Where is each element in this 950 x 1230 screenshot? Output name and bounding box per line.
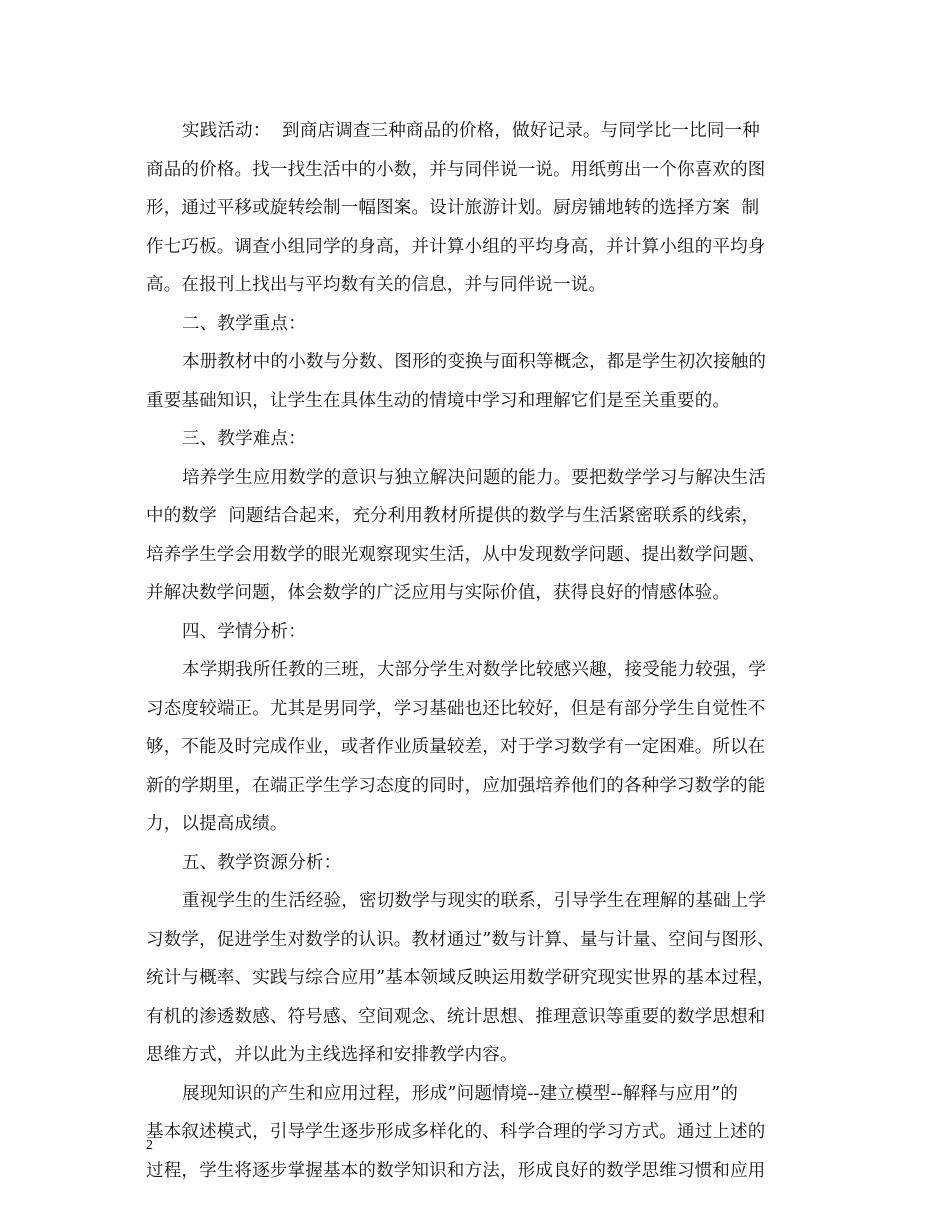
paragraph-knowledge-process-line-1: 展现知识的产生和应用过程，形成”问题情境--建立模型--解释与应用”的 bbox=[182, 1083, 739, 1104]
paragraph-student-analysis-line-2: 习态度较端正。尤其是男同学，学习基础也还比较好，但是有部分学生自觉性不 bbox=[146, 698, 766, 719]
paragraph-teaching-focus-line-2: 重要基础知识，让学生在具体生动的情境中学习和理解它们是至关重要的。 bbox=[146, 390, 731, 411]
paragraph-teaching-difficulties-line-1: 培养学生应用数学的意识与独立解决问题的能力。要把数学学习与解决生活 bbox=[182, 467, 767, 488]
paragraph-student-analysis-line-5: 力，以提高成绩。 bbox=[146, 814, 288, 834]
paragraph-resource-analysis-line-1: 重视学生的生活经验，密切数学与现实的联系，引导学生在理解的基础上学 bbox=[182, 891, 767, 911]
heading-teaching-difficulties: 三、教学难点： bbox=[182, 429, 306, 449]
paragraph-student-analysis-line-4: 新的学期里，在端正学生学习态度的同时，应加强培养他们的各种学习数学的能 bbox=[146, 775, 766, 796]
paragraph-knowledge-process-line-3: 过程，学生将逐步掌握基本的数学知识和方法，形成良好的数学思维习惯和应用 bbox=[146, 1160, 766, 1181]
heading-teaching-focus: 二、教学重点： bbox=[182, 313, 306, 334]
heading-resource-analysis: 五、教学资源分析： bbox=[182, 852, 342, 873]
paragraph-practice-activities-line-3: 形，通过平移或旋转绘制一幅图案。设计旅游计划。厨房铺地转的选择方案 制 bbox=[146, 198, 760, 218]
paragraph-practice-activities-line-2: 商品的价格。找一找生活中的小数，并与同伴说一说。用纸剪出一个你喜欢的图 bbox=[146, 159, 766, 180]
paragraph-resource-analysis-line-4: 有机的渗透数感、符号感、空间观念、统计思想、推理意识等重要的数学思想和 bbox=[146, 1006, 766, 1027]
paragraph-resource-analysis-line-3: 统计与概率、实践与综合应用”基本领域反映运用数学研究现实世界的基本过程， bbox=[146, 968, 775, 988]
paragraph-teaching-focus-line-1: 本册教材中的小数与分数、图形的变换与面积等概念，都是学生初次接触的 bbox=[182, 352, 767, 372]
paragraph-teaching-difficulties-line-4: 并解决数学问题，体会数学的广泛应用与实际价值，获得良好的情感体验。 bbox=[146, 583, 731, 603]
paragraph-teaching-difficulties-line-2: 中的数学 问题结合起来，充分利用教材所提供的数学与生活紧密联系的线索， bbox=[146, 506, 760, 526]
paragraph-knowledge-process-line-2: 基本叙述模式，引导学生逐步形成多样化的、科学合理的学习方式。通过上述的 bbox=[146, 1122, 766, 1142]
document-body bbox=[146, 112, 816, 1190]
paragraph-practice-activities-line-5: 高。在报刊上找出与平均数有关的信息，并与同伴说一说。 bbox=[146, 275, 607, 295]
paragraph-resource-analysis-line-2: 习数学，促进学生对数学的认识。教材通过”数与计算、量与计量、空间与图形、 bbox=[146, 929, 775, 950]
page-number: 2 bbox=[146, 1138, 153, 1153]
paragraph-resource-analysis-line-5: 思维方式，并以此为主线选择和安排教学内容。 bbox=[146, 1045, 518, 1065]
paragraph-student-analysis-line-3: 够，不能及时完成作业，或者作业质量较差，对于学习数学有一定困难。所以在 bbox=[146, 737, 766, 757]
paragraph-practice-activities-line-4: 作七巧板。调查小组同学的身高，并计算小组的平均身高，并计算小组的平均身 bbox=[146, 236, 766, 257]
heading-student-analysis: 四、学情分析： bbox=[182, 621, 306, 642]
paragraph-teaching-difficulties-line-3: 培养学生学会用数学的眼光观察现实生活，从中发现数学问题、提出数学问题、 bbox=[146, 544, 766, 565]
paragraph-student-analysis-line-1: 本学期我所任教的三班，大部分学生对数学比较感兴趣，接受能力较强，学 bbox=[182, 660, 767, 680]
paragraph-practice-activities-line-1: 实践活动： 到商店调查三种商品的价格，做好记录。与同学比一比同一种 bbox=[182, 121, 760, 141]
